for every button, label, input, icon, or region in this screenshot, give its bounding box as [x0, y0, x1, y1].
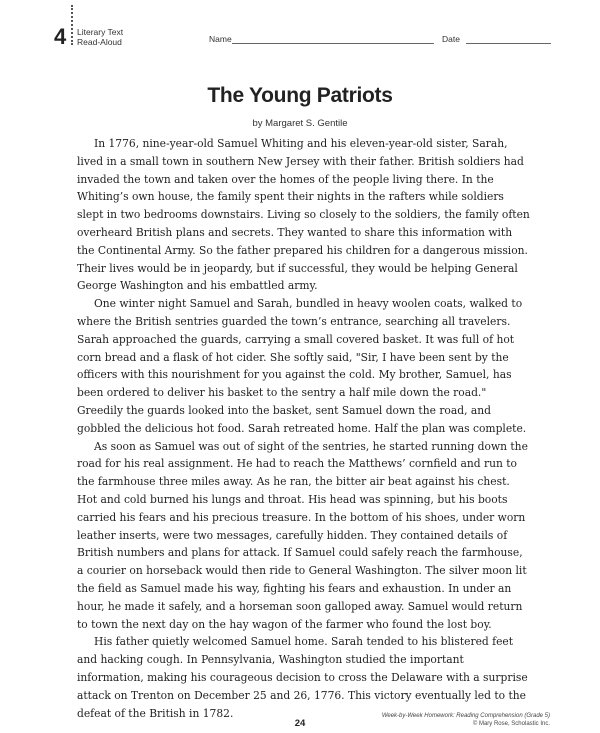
story-paragraph: In 1776, nine-year-old Samuel Whiting and his eleven-year-old sister, Sarah, lived in a small town in southern New Jersey with their father. British soldiers had invaded the town and taken over the homes of the people living there. In the Whiting’s own house, the family spent their nights in the rafters while soldiers slept in two bedrooms downstairs. Living so closely to the soldiers, the family often overheard British plans and secrets. They wanted to share this information with the Continental Army. So the father prepared his children for a dangerous mission. Their lives would be in jeopardy, but if successful, they would be helping General George Washington and his embattled army.	[77, 137, 530, 293]
dotted-divider	[71, 5, 73, 45]
date-label: Date	[442, 34, 460, 44]
story-paragraph: As soon as Samuel was out of sight of the sentries, he started running down the road for his real assignment. He had to reach the Matthews’ cornfield and run to the farmhouse three miles away. As he ran, the bitter air beat against his chest. Hot and cold burned his lungs and throat. His head was spinning, but his boots carried his fears and his precious treasure. In the bottom of his shoes, under worn leather inserts, were two messages, carefully hidden. They contained details of British numbers and plans for attack. If Samuel could safely reach the farmhouse, a courier on horseback would then ride to General Washington. The silver moon lit the field as Samuel made his way, fighting his fears and exhaustion. In under an hour, he made it safely, and a horseman soon galloped away. Samuel would return to town the next day on the hay wagon of the farmer who found the lost boy.	[77, 439, 528, 631]
story-byline: by Margaret S. Gentile	[252, 118, 348, 129]
story-paragraph: His father quietly welcomed Samuel home. Sarah tended to his blistered feet and hacking cough. In Pennsylvania, Washington studied the important information, making his courageous decision to cross the Delaware with a surprise attack on Trenton on December 25 and 26, 1776. This victory eventually led to the defeat of the British in 1782.	[77, 635, 528, 720]
credit-line-copyright: © Mary Rose, Scholastic Inc.	[472, 721, 550, 727]
worksheet-header	[0, 0, 600, 60]
date-field[interactable]	[466, 43, 551, 44]
footer-credit	[382, 712, 550, 728]
story-title: The Young Patriots	[207, 84, 393, 107]
story-paragraph: One winter night Samuel and Sarah, bundled in heavy woolen coats, walked to where the British sentries guarded the town’s entrance, searching all travelers. Sarah approached the guards, carrying a small covered basket. It was full of hot corn bread and a flask of hot cider. She softly said, "Sir, I have been sent by the officers with this nourishment for you against the cold. My brother, Samuel, has been ordered to deliver his basket to the sentry a half mile down the road." Greedily the guards looked into the basket, sent Samuel down the road, and gobbled the delicious hot food. Sarah retreated home. Half the plan was complete.	[77, 297, 527, 435]
section-label-line2: Read-Aloud	[77, 37, 122, 47]
page-number: 24	[294, 718, 306, 729]
credit-line-book: Week-by-Week Homework: Reading Comprehension (Grade 5)	[381, 713, 550, 719]
name-field[interactable]	[232, 43, 434, 44]
week-number: 4	[54, 24, 67, 49]
name-label: Name	[209, 34, 232, 44]
story-body	[77, 135, 530, 722]
section-label-line1: Literary Text	[77, 27, 124, 37]
section-label	[77, 27, 123, 47]
